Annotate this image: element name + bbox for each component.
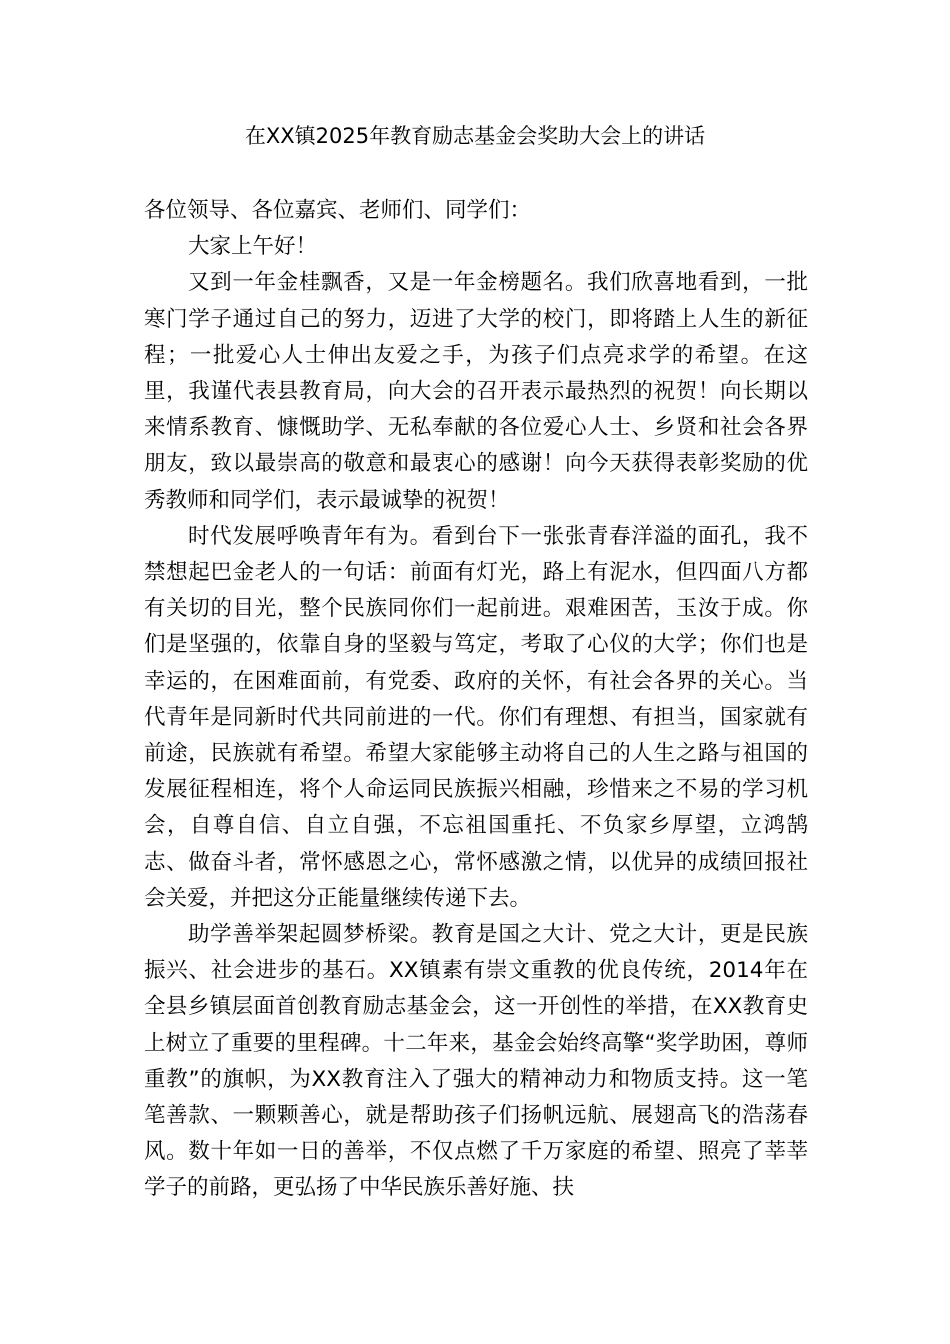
greeting: 大家上午好！: [188, 234, 318, 260]
document-body: [144, 193, 808, 1207]
paragraph-1: 又到一年金桂飘香，又是一年金榜题名。我们欣喜地看到，一批寒门学子通过自己的努力，迈进了大学的校门，即将踏上人生的新征程；一批爱心人士伸出友爱之手，为孩子们点亮求学的希望。在这里，我谨代表县教育局，向大会的召开表示最热烈的祝贺！向长期以来情系教育、慷慨助学、无私奉献的各位爱心人士、乡贤和社会各界朋友，致以最崇高的敬意和最衷心的感谢！向今天获得表彰奖励的优秀教师和同学们，表示最诚挚的祝贺！: [144, 270, 808, 513]
document-title: 在XX镇2025年教育励志基金会奖助大会上的讲话: [244, 124, 706, 148]
paragraph-3: 助学善举架起圆梦桥梁。教育是国之大计、党之大计，更是民族振兴、社会进步的基石。XX镇素有崇文重教的优良传统，2014年在全县乡镇层面首创教育励志基金会，这一开创性的举措，在XX教育史上树立了重要的里程碑。十二年来，基金会始终高擎“奖学助困，尊师重教”的旗帜，为XX教育注入了强大的精神动力和物质支持。这一笔笔善款、一颗颗善心，就是帮助孩子们扬帆远航、展翅高飞的浩荡春风。数十年如一日的善举，不仅点燃了千万家庭的希望、照亮了莘莘学子的前路，更弘扬了中华民族乐善好施、扶: [144, 922, 808, 1201]
salutation: 各位领导、各位嘉宾、老师们、同学们：: [144, 198, 532, 223]
paragraph-2: 时代发展呼唤青年有为。看到台下一张张青春洋溢的面孔，我不禁想起巴金老人的一句话：前面有灯光，路上有泥水，但四面八方都有关切的目光，整个民族同你们一起前进。艰难困苦，玉汝于成。你们是坚强的，依靠自身的坚毅与笃定，考取了心仪的大学；你们也是幸运的，在困难面前，有党委、政府的关怀，有社会各界的关心。当代青年是同新时代共同前进的一代。你们有理想、有担当，国家就有前途，民族就有希望。希望大家能够主动将自己的人生之路与祖国的发展征程相连，将个人命运同民族振兴相融，珍惜来之不易的学习机会，自尊自信、自立自强，不忘祖国重托、不负家乡厚望，立鸿鹄志、做奋斗者，常怀感恩之心，常怀感激之情，以优异的成绩回报社会关爱，并把这分正能量继续传递下去。: [144, 523, 808, 911]
